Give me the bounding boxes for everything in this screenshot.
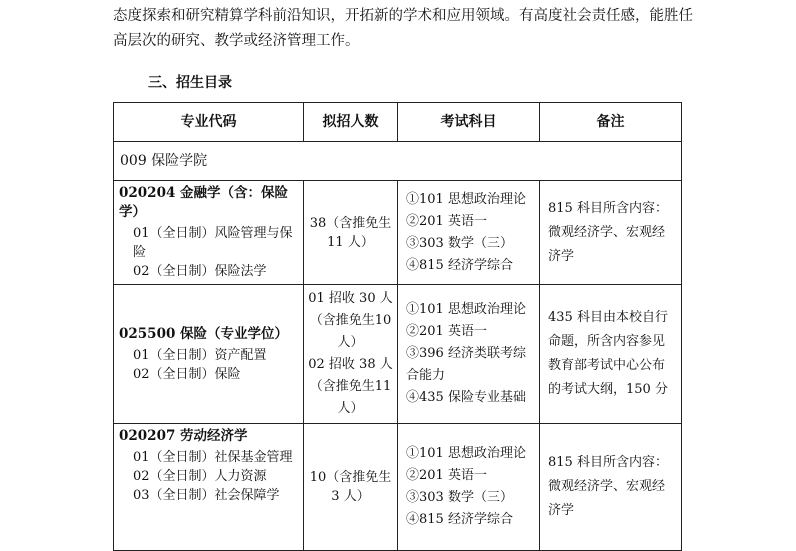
direction-item: 01（全日制）资产配置 [133,347,267,363]
subjects-cell [398,424,540,551]
quota-text: 01 招收 30 人（含推免生10 人） [308,291,393,350]
direction-item: 01（全日制）风险管理与保险 [133,226,293,260]
table-row [114,285,682,424]
direction-item: 02（全日制）保险法学 [133,264,267,279]
major-cell [114,181,304,285]
header-exam-subjects: 考试科目 [398,103,540,142]
subject-item: ①101 思想政治理论 [406,302,526,317]
quota-cell [304,424,398,551]
table-row [114,181,682,285]
subject-item: ③303 数学（三） [406,490,513,505]
quota-cell [304,181,398,285]
direction-item: 02（全日制）人力资源 [133,469,267,484]
subject-item: ④435 保险专业基础 [406,390,526,405]
header-major-code: 专业代码 [114,103,304,142]
major-name: 020207 劳动经济学 [119,428,248,444]
major-cell [114,285,304,424]
section-title: 三、招生目录 [148,75,232,91]
table-header-row [114,103,682,142]
subject-item: ④815 经济学综合 [406,257,513,273]
direction-item: 03（全日制）社会保障学 [133,488,280,503]
major-cell [114,424,304,551]
subject-item: ①101 思想政治理论 [406,191,526,207]
table-row [114,424,682,551]
direction-item: 02（全日制）保险 [133,366,241,382]
major-name: 020204 金融学（含：保险学） [119,185,289,220]
college-name: 009 保险学院 [114,142,682,181]
major-name: 025500 保险（专业学位） [119,325,289,342]
quota-text: 02 招收 38 人（含推免生11 人） [308,357,393,416]
header-notes: 备注 [540,103,682,142]
quota-text: 10（含推免生3 人） [309,470,392,504]
college-row [114,142,682,181]
subject-item: ④815 经济学综合 [406,512,513,527]
direction-item: 01（全日制）社保基金管理 [133,450,293,465]
subject-item: ①101 思想政治理论 [406,446,526,461]
intro-line-2: 高层次的研究、教学或经济管理工作。 [113,33,360,49]
subject-item: ②201 英语一 [406,468,487,483]
note-cell: 815 科目所含内容：微观经济学、宏观经济学 [540,424,682,551]
note-cell: 815 科目所含内容：微观经济学、宏观经济学 [540,181,682,285]
intro-paragraph [113,4,753,54]
subjects-cell [398,181,540,285]
subject-item: ②201 英语一 [406,213,487,229]
subjects-cell [398,285,540,424]
admission-catalog-table [113,102,682,551]
quota-cell [304,285,398,424]
quota-text: 38（含推免生11 人） [309,215,392,250]
subject-item: ③303 数学（三） [406,235,513,251]
subject-item: ③396 经济类联考综合能力 [406,346,526,383]
note-cell: 435 科目由本校自行命题，所含内容参见教育部考试中心公布的考试大纲，150 分 [540,285,682,424]
header-quota: 拟招人数 [304,103,398,142]
subject-item: ②201 英语一 [406,324,487,339]
intro-line-1: 态度探索和研究精算学科前沿知识，开拓新的学术和应用领域。有高度社会责任感，能胜任 [113,8,693,24]
